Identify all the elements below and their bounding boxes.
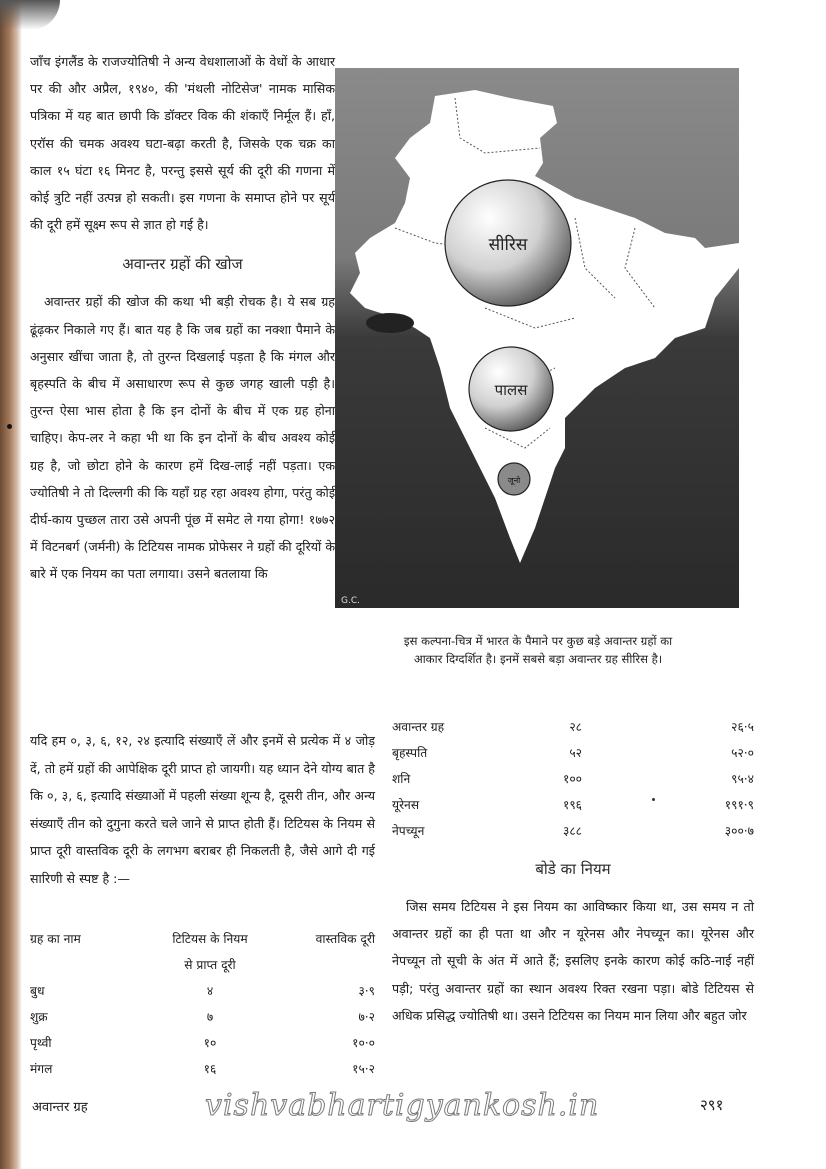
artist-initials: G.C.: [341, 596, 360, 606]
caption-line-2: आकार दिग्दर्शित है। इनमें सबसे बड़ा अवान्तर ग्रह सीरिस है।: [413, 652, 663, 666]
bode-law-paragraph: जिस समय टिटियस ने इस नियम का आविष्कार किया था, उस समय न तो अवान्तर ग्रहों का ही पता था और न यूरेनस और नेपच्यून का। यूरेनस और नेपच्यून तो सूची के अंत में आते हैं; इसलिए इनके कारण कोई कठि-नाई नहीं पड़ी; परंतु अवान्तर ग्रहों का स्थान अवश्य रिक्त रखना पड़ा। बोडे टिटियस से अधिक प्रसिद्ध ज्योतिषी था। उसने टिटियस का नियम मान लिया और बहुत जोर: [392, 899, 754, 1023]
row-actual: ७·२: [358, 1009, 375, 1024]
row-actual: ३·९: [358, 983, 375, 998]
header-titius: टिटियस के नियम: [172, 931, 248, 946]
row-titius: १००: [562, 771, 582, 786]
row-titius: १९६: [562, 797, 582, 812]
row-titius: ७: [206, 1009, 214, 1024]
ceres-label: सीरिस: [488, 235, 528, 255]
table-row: [30, 1029, 375, 1055]
row-titius: १०: [203, 1035, 217, 1050]
page-curl-shadow: [0, 0, 60, 30]
table-row: [30, 977, 375, 1003]
table-row: [392, 739, 754, 765]
watermark: vishvabhartigyankosh.in: [205, 1088, 600, 1123]
intro-paragraph: जाँच इंगलैंड के राजज्योतिषी ने अन्य वेधशालाओं के वेधों के आधार पर की और अप्रैल, १९४०, की 'मंथली नोटिसेज' नामक मासिक पत्रिका में यह बात छापी कि डॉक्टर विक की शंकाएँ निर्मूल हैं। हाँ, एरॉस की चमक अवश्य घटा-बढ़ा करती है, जिसके एक चक्र का काल १५ घंटा १६ मिनट है, परन्तु इससे सूर्य की दूरी की गणना में कोई त्रुटि नहीं उत्पन्न हो सकती। इस गणना के समाप्त होने पर सूर्य की दूरी हमें सूक्ष्म रूप से ज्ञात हो गई है।: [30, 54, 335, 233]
pallas-label: पालस: [494, 381, 528, 399]
header-planet-name: ग्रह का नाम: [30, 931, 81, 946]
left-column: [30, 48, 335, 588]
table-row: [30, 1003, 375, 1029]
india-asteroid-illustration: [335, 68, 739, 608]
margin-ink-mark: [7, 424, 12, 429]
row-name: मंगल: [30, 1061, 53, 1076]
table-row: [392, 817, 754, 843]
row-titius: ५२: [569, 745, 582, 760]
row-titius: १६: [203, 1061, 217, 1076]
row-name: बृहस्पति: [392, 745, 428, 760]
kutch-gulf: [366, 313, 414, 333]
distance-table-part-1: [30, 925, 380, 1081]
page-number: २९१: [700, 1096, 724, 1114]
row-actual: ९५·४: [731, 771, 754, 786]
asteroid-discovery-paragraph: अवान्तर ग्रहों की खोज की कथा भी बड़ी रोचक है। ये सब ग्रह ढूंढ़कर निकाले गए हैं। बात यह है कि जब ग्रहों का नक्शा पैमाने के अनुसार खींचा जाता है, तो तुरन्त दिखलाई पड़ता है कि मंगल और बृहस्पति के बीच में असाधारण रूप से कुछ जगह खाली पड़ी है। तुरन्त ऐसा भास होता है कि इन दोनों के बीच में एक ग्रह होना चाहिए। केप-लर ने कहा भी था कि इन दोनों के बीच अवश्य कोई ग्रह है, जो छोटा होने के कारण हमें दिख-लाई नहीं पड़ता। एक ज्योतिषी ने तो दिल्लगी की कि यहाँ ग्रह रहा अवश्य होगा, परंतु कोई दीर्घ-काय पुच्छल तारा उसे अपनी पूंछ में समेट ले गया होगा! १७७२ में विटनबर्ग (जर्मनी) के टिटियस नामक प्रोफेसर ने ग्रहों की दूरियों के बारे में एक नियम का पता लगाया। उसने बतलाया कि: [30, 294, 335, 582]
section-heading-bode-law: बोडे का नियम: [535, 860, 611, 878]
row-actual: ३००·७: [724, 823, 754, 838]
table-row: [392, 791, 754, 817]
section-heading-asteroid-discovery: अवान्तर ग्रहों की खोज: [122, 255, 243, 274]
row-actual: २६·५: [731, 719, 754, 734]
row-actual: १५·२: [352, 1061, 375, 1076]
stray-dot: [652, 798, 655, 801]
book-spine-shadow: [0, 0, 22, 1169]
distance-table-part-2: [392, 713, 752, 843]
table-row: [30, 1055, 375, 1081]
caption-line-1: इस कल्पना-चित्र में भारत के पैमाने पर कुछ बड़े अवान्तर ग्रहों का: [403, 634, 673, 648]
row-name: नेपच्यून: [392, 823, 425, 838]
row-name: शनि: [392, 771, 411, 786]
row-actual: १९१·९: [724, 797, 754, 812]
row-name: यूरेनस: [392, 797, 420, 812]
row-titius: ४: [206, 983, 214, 998]
table-row: [392, 765, 754, 791]
titius-rule-paragraph: यदि हम ०, ३, ६, १२, २४ इत्यादि संख्याएँ लें और इनमें से प्रत्येक में ४ जोड़ दें, तो हमें ग्रहों की आपेक्षिक दूरी प्राप्त हो जायगी। यह ध्यान देने योग्य बात है कि ०, ३, ६, इत्यादि संख्याओं में पहली संख्या शून्य है, दूसरी तीन, और अन्य संख्याएँ तीन को दुगुना करते चले जाने से प्राप्त होती हैं। टिटियस के नियम से प्राप्त दूरी वास्तविक दूरी के लगभग बराबर ही निकलती है, जैसे आगे दी गई सारिणी से स्पष्ट है :—: [30, 733, 375, 886]
juno-label: जूनो: [507, 476, 521, 485]
row-actual: १०·०: [352, 1035, 375, 1050]
row-actual: ५२·०: [731, 745, 754, 760]
illustration-svg: [335, 68, 739, 608]
header-actual: वास्तविक दूरी: [315, 931, 375, 946]
running-head: अवान्तर ग्रह: [32, 1100, 88, 1115]
row-titius: २८: [569, 719, 582, 734]
row-name: शुक्र: [30, 1009, 48, 1024]
table-row: [392, 713, 754, 739]
row-name: बुध: [30, 983, 45, 998]
row-titius: ३८८: [562, 823, 582, 838]
figure-caption: [336, 632, 740, 668]
row-name: पृथ्वी: [30, 1035, 52, 1050]
header-titius-line2: से प्राप्त दूरी: [184, 957, 236, 972]
right-column: [392, 855, 754, 1029]
titius-rule-text: [30, 727, 375, 892]
table-header-row-2: [30, 951, 375, 977]
table-header-row: [30, 925, 375, 951]
row-name: अवान्तर ग्रह: [392, 719, 445, 734]
